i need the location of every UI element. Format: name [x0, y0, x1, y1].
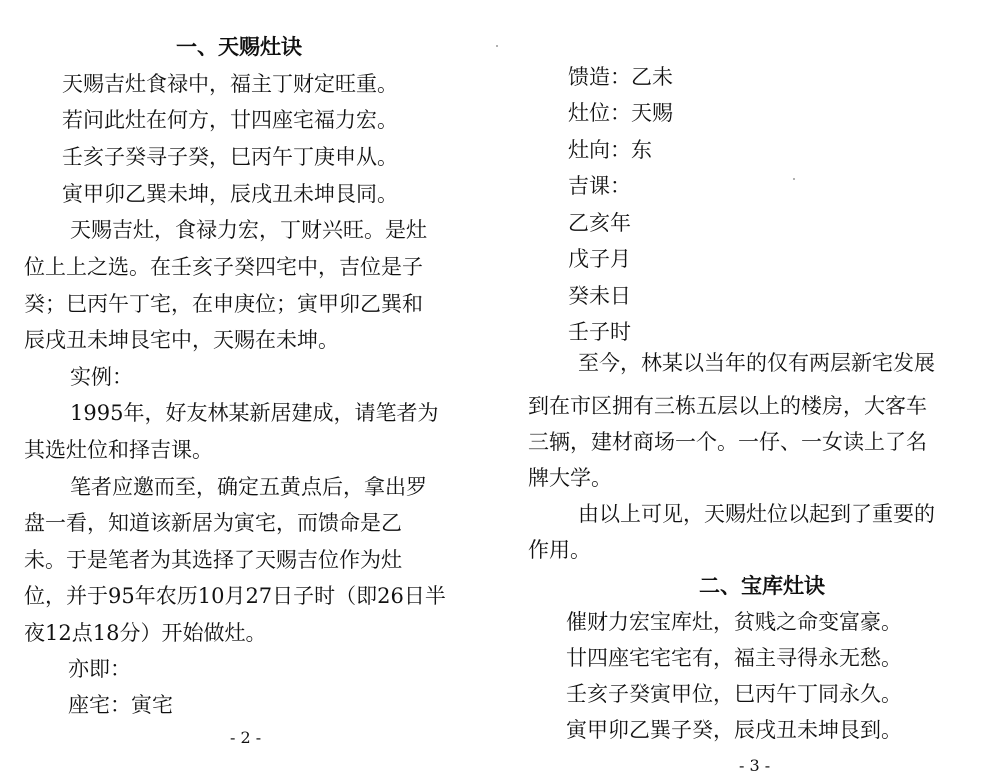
paragraph-line: 由以上可见，天赐灶位以起到了重要的 — [578, 502, 935, 526]
paragraph-line: 辰戌丑未坤艮宅中，天赐在未坤。 — [24, 328, 339, 352]
verse-line: 寅甲卯乙巽未坤，辰戌丑未坤艮同。 — [62, 182, 398, 206]
verse-line: 天赐吉灶食禄中，福主丁财定旺重。 — [62, 72, 398, 96]
section-title: 二、宝库灶诀 — [699, 573, 825, 598]
paragraph-line: 其选灶位和择吉课。 — [24, 438, 213, 462]
paragraph-line: 三辆，建材商场一个。一仔、一女读上了名 — [528, 430, 927, 454]
verse-line: 寅甲卯乙巽子癸，辰戌丑未坤艮到。 — [566, 718, 902, 742]
verse-line: 壬亥子癸寅甲位，巳丙午丁同永久。 — [566, 682, 902, 706]
detail-line: 灶向：东 — [568, 138, 652, 162]
paragraph-line: 天赐吉灶，食禄力宏，丁财兴旺。是灶 — [70, 218, 427, 242]
page-number: - 3 - — [739, 756, 771, 775]
detail-line: 戊子月 — [568, 247, 631, 271]
detail-line: 壬子时 — [568, 320, 631, 344]
page-number: - 2 - — [230, 728, 262, 747]
example-label: 实例： — [70, 365, 133, 389]
section-title: 一、天赐灶诀 — [176, 34, 302, 59]
also-label: 亦即： — [68, 657, 131, 681]
detail-line: 癸未日 — [568, 284, 631, 308]
verse-line: 廿四座宅宅宅有，福主寻得永无愁。 — [566, 646, 902, 670]
detail-line: 吉课： — [568, 174, 631, 198]
paragraph-line: 笔者应邀而至，确定五黄点后，拿出罗 — [70, 475, 427, 499]
paragraph-line: 作用。 — [528, 538, 591, 562]
paragraph-line: 1995年，好友林某新居建成，请笔者为 — [70, 401, 439, 425]
paragraph-line: 夜12点18分）开始做灶。 — [24, 621, 267, 645]
paragraph-line: 未。于是笔者为其选择了天赐吉位作为灶 — [24, 548, 402, 572]
paragraph-line: 至今，林某以当年的仅有两层新宅发展 — [578, 351, 935, 375]
verse-line: 催财力宏宝库灶，贫贱之命变富豪。 — [566, 610, 902, 634]
paragraph-line: 牌大学。 — [528, 466, 612, 490]
paragraph-line: 到在市区拥有三栋五层以上的楼房，大客车 — [528, 394, 927, 418]
verse-line: 若问此灶在何方，廿四座宅福力宏。 — [62, 108, 398, 132]
seat-line: 座宅：寅宅 — [68, 693, 173, 717]
paragraph-line: 癸；巳丙午丁宅，在申庚位；寅甲卯乙巽和 — [24, 292, 423, 316]
paragraph-line: 位，并于95年农历10月27日子时（即26日半 — [24, 584, 446, 608]
paragraph-line: 盘一看，知道该新居为寅宅，而馈命是乙 — [24, 511, 402, 535]
detail-line: 馈造：乙未 — [568, 65, 673, 89]
scan-speck — [793, 178, 795, 180]
scan-speck — [496, 45, 498, 47]
detail-line: 灶位：天赐 — [568, 101, 673, 125]
right-page — [499, 0, 998, 783]
paragraph-line: 位上上之选。在壬亥子癸四宅中，吉位是子 — [24, 255, 423, 279]
detail-line: 乙亥年 — [568, 211, 631, 235]
verse-line: 壬亥子癸寻子癸，巳丙午丁庚申从。 — [62, 145, 398, 169]
